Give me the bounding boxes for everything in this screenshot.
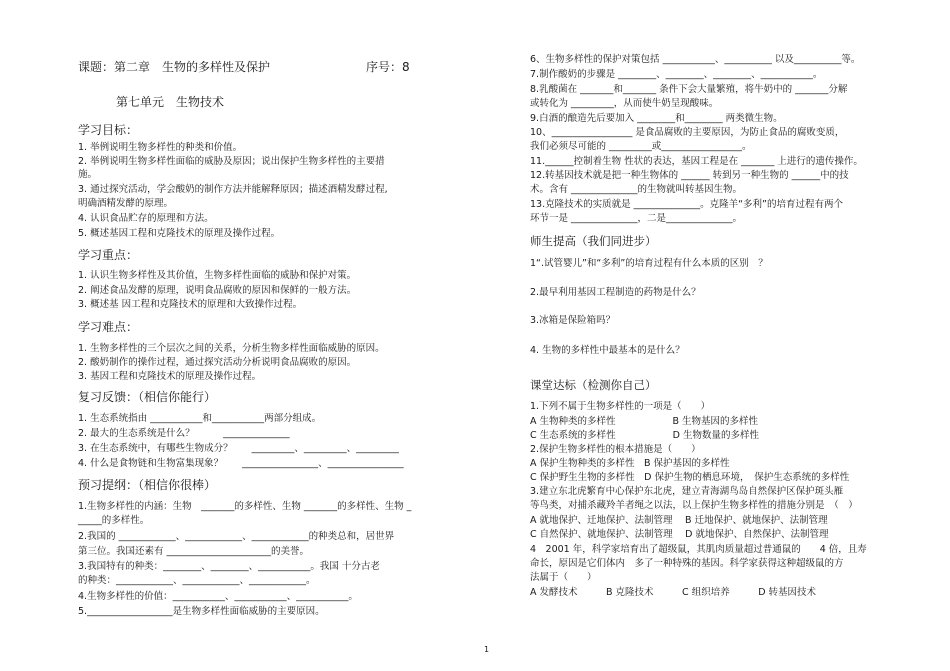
fill-item: 11.______控制着生物 性状的表达，基因工程是在 _______ 上进行的遗传操作。	[530, 156, 863, 167]
difficult-item: 2. 酸奶制作的操作过程，通过探究活动分析说明食品腐败的原因。	[78, 357, 357, 368]
improve-question: 3.冰箱是保险箱吗？	[530, 315, 616, 326]
test-item: 4 2001 年，科学家培育出了超级鼠，其肌肉质量超过普通鼠的 4 倍，且寿	[530, 544, 867, 555]
test-item: A 发酵技术 B 克隆技术 C 组织培养 D 转基因技术	[530, 587, 817, 598]
goals-heading: 学习目标：	[78, 123, 139, 137]
preview-heading: 预习提纲：（相信你很棒）	[78, 478, 217, 492]
preview-item: 2.我国的 ____________、____________、____________的种类总和，居世界	[78, 531, 395, 542]
test-item: A 就地保护、迁地保护、法制管理 B 迁地保护、就地保护、法制管理	[530, 515, 828, 526]
improve-question: 4. 生物的多样性中最基本的是什么？	[530, 345, 685, 356]
preview-item: 3.我国特有的种类：________、________、___________。我国 十分古老	[78, 561, 380, 572]
goal-item: 1. 举例说明生物多样性的种类和价值。	[78, 142, 243, 153]
preview-item: 4.生物多样性的价值：___________、___________、___________。	[78, 591, 358, 602]
fill-item: 13.克隆技术的实质就是 ______________。克隆羊“多利”的培育过程有两个	[530, 199, 843, 210]
review-item: 2. 最大的生态系统是什么？ ______________	[78, 428, 290, 439]
improve-question: 1“.试管婴儿”和“多利”的培育过程有什么本质的区别 ？	[530, 258, 768, 269]
test-heading: 课堂达标（检测你自己）	[530, 378, 657, 392]
goal-item: 4. 认识食品贮存的原理和方法。	[78, 213, 214, 224]
preview-item: _____的多样性。	[78, 515, 150, 526]
test-item: 1.下列不属于生物多样性的一项是（ ）	[530, 401, 711, 412]
page-number: 1	[484, 645, 490, 654]
goal-item: 2. 举例说明生物多样性面临的威胁及原因；说出保护生物多样性的主要措	[78, 156, 385, 167]
fill-item: 8.乳酸菌在 _______和_______ 条件下会大量繁殖，将牛奶中的 _______分解	[530, 84, 848, 95]
test-item: A 保护生物种类的多样性 B 保护基因的多样性	[530, 458, 730, 469]
goal-item: 3. 通过探究活动，学会酸奶的制作方法并能解释原因；描述酒精发酵过程,	[78, 184, 388, 195]
test-item: 2.保护生物多样性的根本措施是（ ）	[530, 444, 701, 455]
preview-item: 1.生物多样性的内涵：生物 _______的多样性、生物 _______的多样性、生物 _	[78, 501, 412, 512]
key-item: 2. 阐述食品发酵的原理，说明食品腐败的原因和保鲜的一般方法。	[78, 285, 357, 296]
key-item: 3. 概述基 因工程和克隆技术的原理和大致操作过程。	[78, 299, 303, 310]
test-item: 3.建立东北虎繁育中心保护东北虎，建立青海湖鸟岛自然保护区保护斑头雁	[530, 486, 844, 497]
improve-question: 2.最早利用基因工程制造的药物是什么？	[530, 287, 701, 298]
goal-item: 施。	[78, 169, 98, 180]
difficult-item: 1. 生物多样性的三个层次之间的关系，分析生物多样性面临威胁的原因。	[78, 343, 385, 354]
key-item: 1. 认识生物多样性及其价值，生物多样性面临的威胁和保护对策。	[78, 270, 357, 281]
preview-item: 的种类：____________、____________、____________。	[78, 575, 316, 586]
fill-item: 或转化为 _________，从而使牛奶呈现酸味。	[530, 98, 719, 109]
fill-item: 术。含有 ______________的生物就叫转基因生物。	[530, 184, 743, 195]
test-item: C 生态系统的多样性 D 生物数量的多样性	[530, 430, 759, 441]
fill-item: 12.转基因技术就是把一种生物体的 ______ 转到另一种生物的 ______中的技	[530, 170, 849, 181]
fill-item: 10、_________________ 是食品腐败的主要原因，为防止食品的腐败变质，	[530, 127, 845, 138]
test-item: 命长，原因是它们体内 多了一种特殊的基因。科学家获得这种超级鼠的方	[530, 558, 844, 569]
test-item: A 生物种类的多样性 B 生物基因的多样性	[530, 416, 759, 427]
goal-item: 明确酒精发酵的原理。	[78, 198, 174, 209]
test-item: 法属于（ ）	[530, 572, 597, 583]
review-item: 3. 在生态系统中，有哪些生物成分？ _________、_________、_________	[78, 443, 399, 454]
difficult-item: 3. 基因工程和克隆技术的原理及操作过程。	[78, 371, 262, 382]
lesson-title: 课题：第二章 生物的多样性及保护 序号：8	[78, 60, 410, 74]
fill-item: 我们必须尽可能的 _________或_________________。	[530, 141, 752, 152]
review-item: 4. 什么是食物链和生物富集现象？ ________________、________________	[78, 458, 404, 469]
fill-item: 环节一是 ______________，二是______________。	[530, 213, 743, 224]
review-heading: 复习反馈：（相信你能行）	[78, 390, 217, 404]
preview-item: 5.__________________是生物多样性面临威胁的主要原因。	[78, 606, 325, 617]
key-heading: 学习重点：	[78, 248, 139, 262]
fill-item: 6、生物多样性的保护对策包括 ___________、__________ 以及__________等。	[530, 54, 861, 65]
fill-item: 7.制作酸奶的步骤是 ________、________、________、___________。	[530, 69, 823, 80]
difficult-heading: 学习难点：	[78, 320, 139, 334]
review-item: 1. 生态系统指由 ___________和___________两部分组成。	[78, 413, 322, 424]
test-item: C 自然保护、就地保护、法制管理 D 就地保护、自然保护、法制管理	[530, 529, 829, 540]
fill-item: 9.白酒的酿造先后要加入 ________和________ 两类微生物。	[530, 113, 783, 124]
preview-item: 第三位。我国还素有 ______________________的美誉。	[78, 546, 310, 557]
unit-subtitle: 第七单元 生物技术	[116, 95, 225, 109]
goal-item: 5. 概述基因工程和克隆技术的原理及操作过程。	[78, 228, 281, 239]
test-item: 等鸟类，对捕杀藏羚羊者绳之以法，以上保护生物多样性的措施分别是 （ ）	[530, 500, 858, 511]
improve-heading: 师生提高（我们同进步）	[530, 234, 657, 248]
test-item: C 保护野生生物的多样性 D 保护生物的栖息环境， 保护生态系统的多样性	[530, 472, 850, 483]
